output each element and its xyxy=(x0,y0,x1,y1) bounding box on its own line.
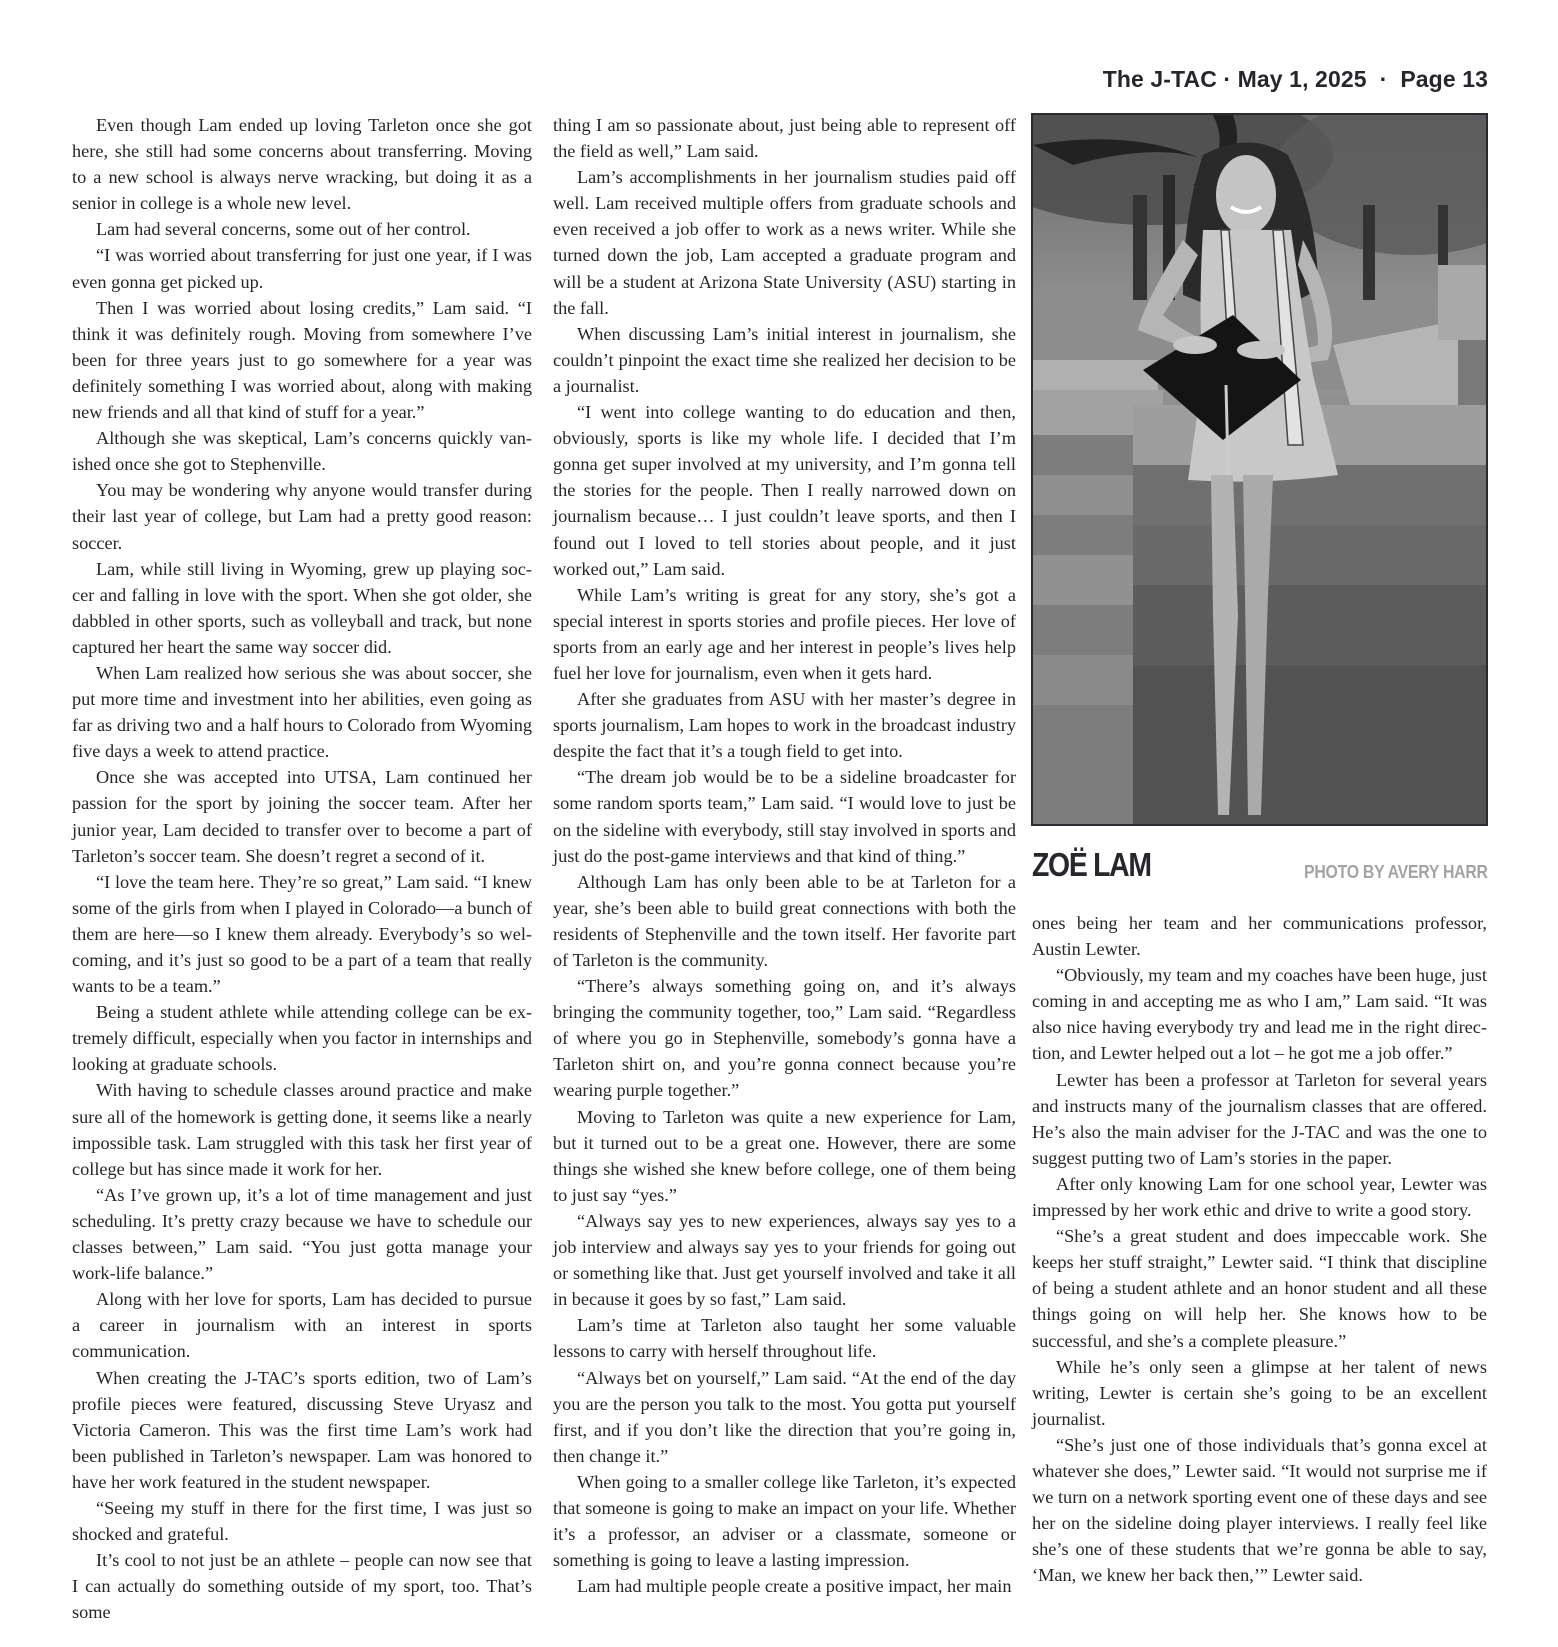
photo-credit: PHOTO BY AVERY HARR xyxy=(1304,862,1488,882)
article-paragraph: Lam’s time at Tarleton also taught her some valuable lessons to carry with herself throughout life. xyxy=(553,1315,1016,1362)
article-paragraph: Moving to Tarleton was quite a new experience for Lam, but it turned out to be a great one. However, there are some things she wished she knew before college, one of them being to just say “yes.” xyxy=(553,1106,1016,1205)
article-paragraph: Lam, while still living in Wyoming, grew up playing soccer and falling in love with the sport. When she got older, she dabbled in other sports, such as volleyball and track, but none captured her heart the same way soccer did. xyxy=(72,558,532,657)
photo-caption-name: ZOË LAM xyxy=(1032,846,1151,883)
article-paragraph: Along with her love for sports, Lam has decided to pursue a career in journalism with an interest in sports communication. xyxy=(72,1289,532,1362)
article-paragraph: thing I am so passionate about, just being able to represent off the field as well,” Lam said. xyxy=(553,115,1016,162)
article-column-3 xyxy=(1032,910,1487,1588)
article-paragraph: Then I was worried about losing credits,” Lam said. “I think it was definitely rough. Moving from somewhere I’ve been for three years just to go somewhere for a year was definitely something I was worried about, along with making new friends and all that kind of stuff for a year.” xyxy=(72,297,532,423)
article-paragraph: After she graduates from ASU with her master’s degree in sports journalism, Lam hopes to work in the broadcast industry despite the fact that it’s a tough field to get into. xyxy=(553,689,1016,762)
article-paragraph: “There’s always something going on, and it’s always bringing the community together, too,” Lam said. “Regardless of where you go in Stephenville, somebody’s gonna have a Tarleton shirt on, and you’re gonna connect because you’re wearing purple together.” xyxy=(553,976,1016,1101)
article-paragraph: “I went into college wanting to do education and then, obviously, sports is like my whole life. I decided that I’m gonna get super involved at my university, and I’m gonna tell the stories for the people. Then I really narrowed down on journalism because… I just couldn’t leave sports, and then I found out I loved to tell stories about people, and it just worked out,” Lam said. xyxy=(553,402,1016,579)
article-paragraph: When Lam realized how serious she was about soccer, she put more time and investment into her abilities, even going as far as driving two and a half hours to Colorado from Wyoming five days a week to attend practice. xyxy=(72,662,532,762)
article-paragraph: It’s cool to not just be an athlete – people can now see that I can actually do something outside of my sport, too. That’s some xyxy=(72,1550,532,1623)
article-paragraph: Lam had several concerns, some out of her control. xyxy=(96,219,471,240)
article-paragraph: After only knowing Lam for one school year, Lewter was impressed by her work ethic and drive to write a good story. xyxy=(1032,1173,1487,1221)
article-paragraph: While Lam’s writing is great for any story, she’s got a special interest in sports stories and profile pieces. Her love of sports from an early age and her interest in people’s lives help fuel her love for journalism, even when it gets hard. xyxy=(553,584,1016,683)
article-paragraph: When going to a smaller college like Tarleton, it’s expected that someone is going to make an impact on your life. Whether it’s a professor, an adviser or a classmate, someone or something is going to leave a lasting impression. xyxy=(553,1471,1016,1571)
article-paragraph: Lewter has been a professor at Tarleton for several years and instructs many of the journalism classes that are offered. He’s also the main adviser for the J-TAC and was the one to suggest putting two of Lam’s stories in the paper. xyxy=(1032,1069,1487,1168)
article-paragraph: Although Lam has only been able to be at Tarleton for a year, she’s been able to build great connections with both the residents of Stephenville and the town itself. Her favorite part of Tarleton is the community. xyxy=(553,871,1016,970)
article-paragraph: Even though Lam ended up loving Tarleton once she got here, she still had some concerns about transferring. Moving to a new school is always nerve wracking, but doing it as a senior in college is a whole new level. xyxy=(72,115,532,214)
article-paragraph: “I love the team here. They’re so great,” Lam said. “I knew some of the girls from when I played in Colorado—a bunch of them are here—so I knew them already. Everybody’s so welcoming, and it’s just so good to be a part of a team that really wants to be a team.” xyxy=(72,871,532,997)
article-paragraph: Once she was accepted into UTSA, Lam continued her passion for the sport by joining the soccer team. After her junior year, Lam decided to transfer over to become a part of Tarleton’s soccer team. She doesn’t regret a second of it. xyxy=(72,767,532,866)
article-paragraph: “Always say yes to new experiences, always say yes to a job interview and always say yes to your friends for going out or something like that. Just get yourself involved and take it all in because it goes by so fast,” Lam said. xyxy=(553,1210,1016,1310)
article-paragraph: “Obviously, my team and my coaches have been huge, just coming in and accepting me as who I am,” Lam said. “It was also nice having everybody try and lead me in the right direction, and Lewter helped out a lot – he got me a job offer.” xyxy=(1032,965,1487,1064)
article-paragraph: Being a student athlete while attending college can be extremely difficult, especially when you factor in internships and looking at graduate schools. xyxy=(72,1002,532,1075)
photo-illustration xyxy=(1033,115,1486,824)
photo-zoe-lam xyxy=(1031,113,1488,826)
article-paragraph: “I was worried about transferring for just one year, if I was even gonna get picked up. xyxy=(72,245,532,292)
article-paragraph: With having to schedule classes around practice and make sure all of the homework is getting done, it seems like a nearly impossible task. Lam struggled with this task her first year of college but has since made it work for her. xyxy=(72,1080,532,1179)
article-paragraph: You may be wondering why anyone would transfer during their last year of college, but Lam had a pretty good reason: soccer. xyxy=(72,480,532,553)
article-paragraph: When discussing Lam’s initial interest in journalism, she couldn’t pinpoint the exact time she realized her decision to be a journalist. xyxy=(553,323,1016,396)
article-paragraph: “She’s just one of those individuals that’s gonna excel at whatever she does,” Lewter said. “It would not surprise me if we turn on a network sporting event one of these days and see her on the sideline doing player interviews. I really feel like she’s one of these students that we’re gonna be able to say, ‘Man, we knew her back then,’” Lewter said. xyxy=(1032,1434,1487,1586)
article-column-2 xyxy=(553,112,1016,1599)
article-column-1 xyxy=(72,112,532,1625)
article-paragraph: ones being her team and her communications professor, Austin Lewter. xyxy=(1032,913,1487,960)
article-paragraph: “She’s a great student and does impeccable work. She keeps her stuff straight,” Lewter said. “I think that discipline of being a student athlete and an honor student and all these things going on will help her. She knows how to be successful, and she’s a complete pleasure.” xyxy=(1032,1226,1487,1351)
article-paragraph: Although she was skeptical, Lam’s concerns quickly vanished once she got to Stephenville. xyxy=(72,428,532,475)
article-paragraph: “The dream job would be to be a sideline broadcaster for some random sports team,” Lam said. “I would love to just be on the sideline with everybody, still stay involved in sports and just do the post-game interviews and that kind of thing.” xyxy=(553,767,1016,866)
article-paragraph: Lam’s accomplishments in her journalism studies paid off well. Lam received multiple offers from graduate schools and even received a job offer to work as a news writer. While she turned down the job, Lam accepted a graduate program and will be a student at Arizona State University (ASU) starting in the fall. xyxy=(553,167,1016,318)
article-paragraph: “Always bet on yourself,” Lam said. “At the end of the day you are the person you talk to the most. You gotta put yourself first, and if you don’t like the direction that you’re going in, then change it.” xyxy=(553,1367,1016,1466)
article-paragraph: Lam had multiple people create a positive impact, her main xyxy=(577,1576,1012,1597)
article-paragraph: While he’s only seen a glimpse at her talent of news writing, Lewter is certain she’s going to be an excellent journalist. xyxy=(1032,1356,1487,1429)
page-header: The J-TAC · May 1, 2025 · Page 13 xyxy=(1102,66,1488,92)
article-paragraph: When creating the J-TAC’s sports edition, two of Lam’s profile pieces were featured, discussing Steve Uryasz and Victoria Cameron. This was the first time Lam’s work had been published in Tarleton’s newspaper. Lam was honored to have her work featured in the student newspaper. xyxy=(72,1367,532,1492)
article-paragraph: “As I’ve grown up, it’s a lot of time management and just scheduling. It’s pretty crazy because we have to schedule our classes between,” Lam said. “You just gotta manage your work-life balance.” xyxy=(72,1184,532,1284)
article-paragraph: “Seeing my stuff in there for the first time, I was just so shocked and grateful. xyxy=(72,1497,532,1545)
